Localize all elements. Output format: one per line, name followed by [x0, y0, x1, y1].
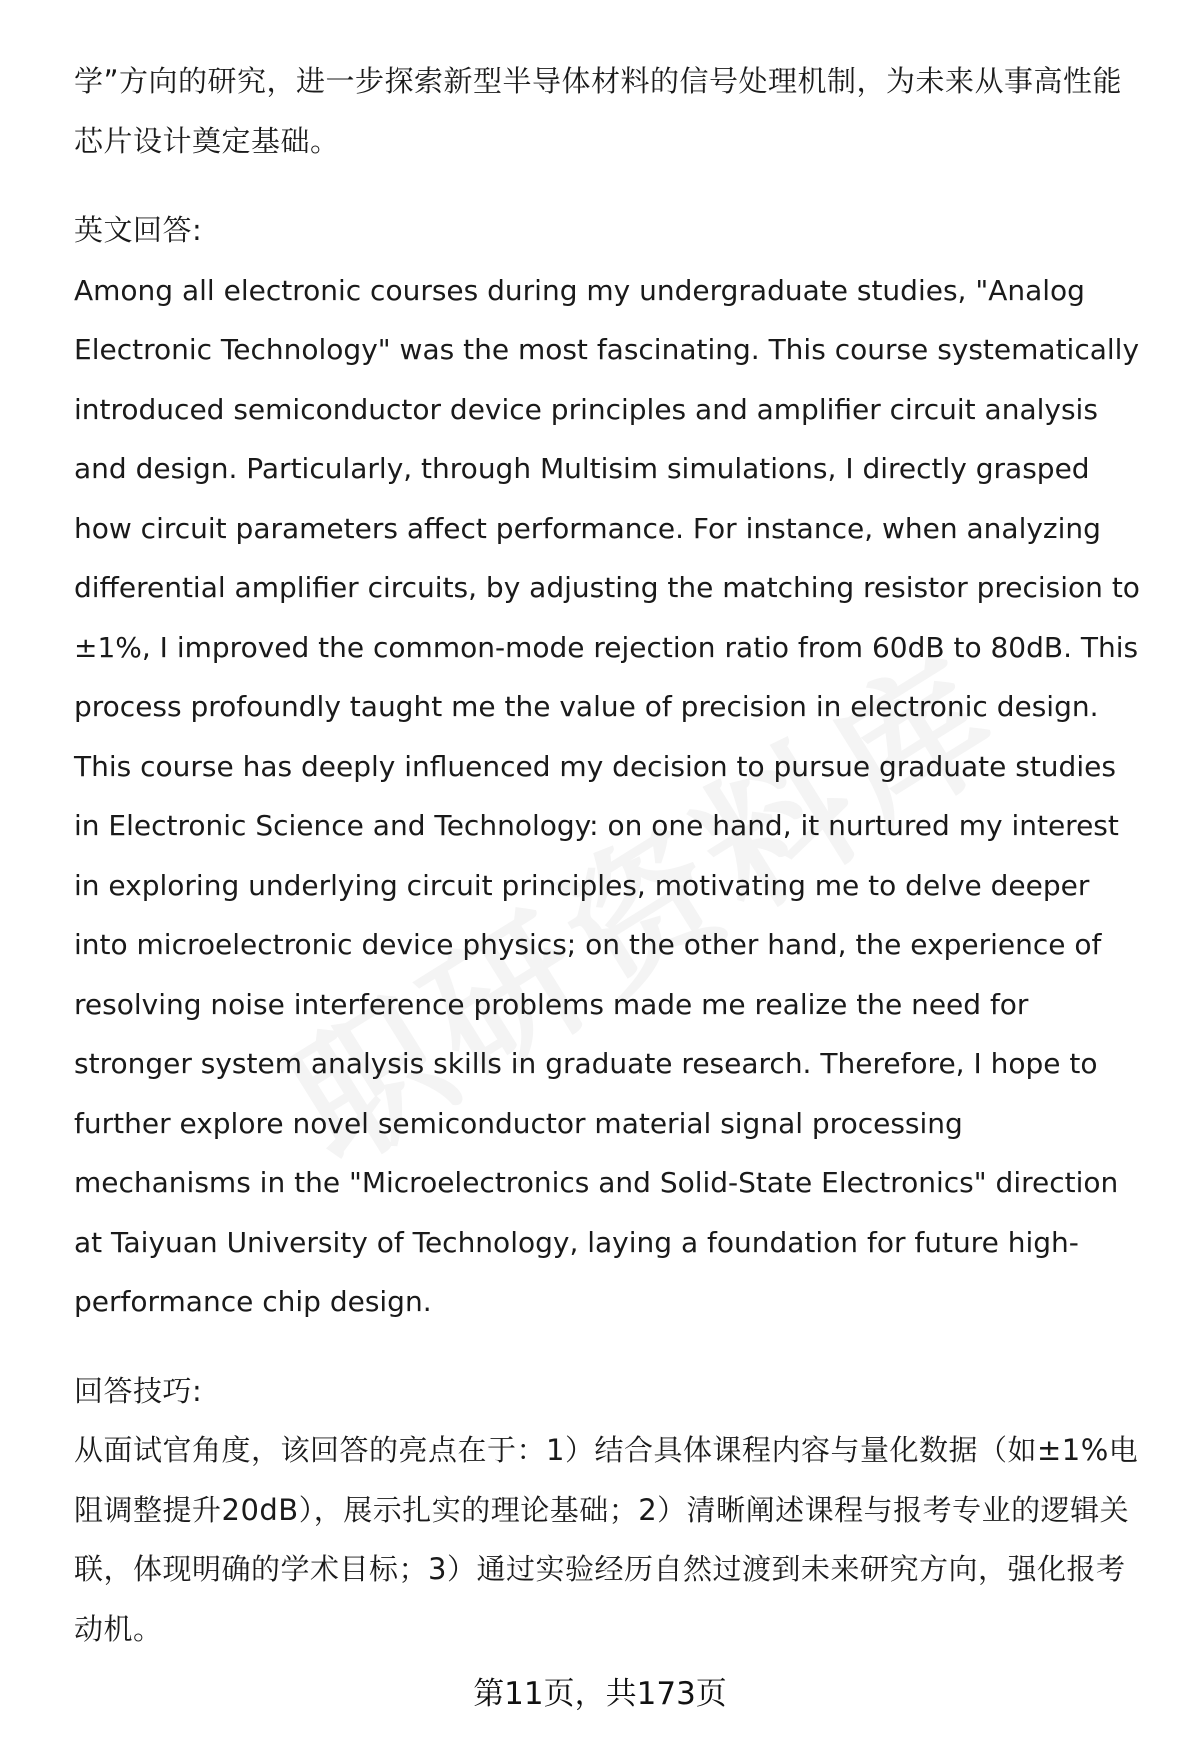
text-line: Among all electronic courses during my undergraduate studies, "Analog	[74, 273, 1085, 307]
text-line: further explore novel semiconductor material signal processing	[74, 1106, 963, 1140]
text-line: stronger system analysis skills in graduate research. Therefore, I hope to	[74, 1047, 1098, 1080]
text-line: in Electronic Science and Technology: on one hand, it nurtured my interest	[74, 809, 1119, 842]
text-line: 动机。	[74, 1611, 163, 1646]
intro-paragraph-zh	[74, 52, 1164, 171]
text-line: performance chip design.	[74, 1285, 432, 1318]
text-line: 联，体现明确的学术目标；3）通过实验经历自然过渡到未来研究方向，强化报考	[74, 1552, 1126, 1586]
page-number-footer: 第11页，共173页	[473, 1676, 727, 1712]
text-line: and design. Particularly, through Multisim simulations, I directly grasped	[74, 452, 1090, 485]
text-line: into microelectronic device physics; on the other hand, the experience of	[74, 928, 1102, 961]
text-line: at Taiyuan University of Technology, laying a foundation for future high-	[74, 1225, 1079, 1259]
text-line: introduced semiconductor device principles and amplifier circuit analysis	[74, 392, 1098, 426]
text-line: 芯片设计奠定基础。	[74, 123, 340, 158]
text-line: process profoundly taught me the value of precision in electronic design.	[74, 690, 1099, 723]
text-line: resolving noise interference problems made me realize the need for	[74, 987, 1029, 1021]
text-line: ±1%, I improved the common-mode rejection ratio from 60dB to 80dB. This	[74, 630, 1139, 664]
text-line: how circuit parameters affect performance. For instance, when analyzing	[74, 511, 1101, 545]
text-line: 学”方向的研究，进一步探索新型半导体材料的信号处理机制，为未来从事高性能	[74, 64, 1123, 98]
spacer	[74, 171, 1164, 201]
english-answer-paragraph	[74, 261, 1164, 1332]
text-line: This course has deeply influenced my decision to pursue graduate studies	[74, 749, 1116, 783]
answer-tips-heading: 回答技巧:	[74, 1373, 203, 1408]
spacer	[74, 1332, 1164, 1362]
text-line: Electronic Technology" was the most fascinating. This course systematically	[74, 333, 1140, 366]
text-line: differential amplifier circuits, by adjusting the matching resistor precision to	[74, 571, 1140, 604]
text-line: in exploring underlying circuit principles, motivating me to delve deeper	[74, 868, 1090, 902]
text-line: 阻调整提升20dB），展示扎实的理论基础；2）清晰阐述课程与报考专业的逻辑关	[74, 1492, 1130, 1527]
text-line: mechanisms in the "Microelectronics and Solid-State Electronics" direction	[74, 1166, 1119, 1199]
page-content	[74, 52, 1164, 1659]
answer-tips-paragraph	[74, 1421, 1164, 1659]
text-line: 从面试官角度，该回答的亮点在于：1）结合具体课程内容与量化数据（如±1%电	[74, 1433, 1139, 1467]
english-answer-heading: 英文回答:	[74, 213, 203, 247]
